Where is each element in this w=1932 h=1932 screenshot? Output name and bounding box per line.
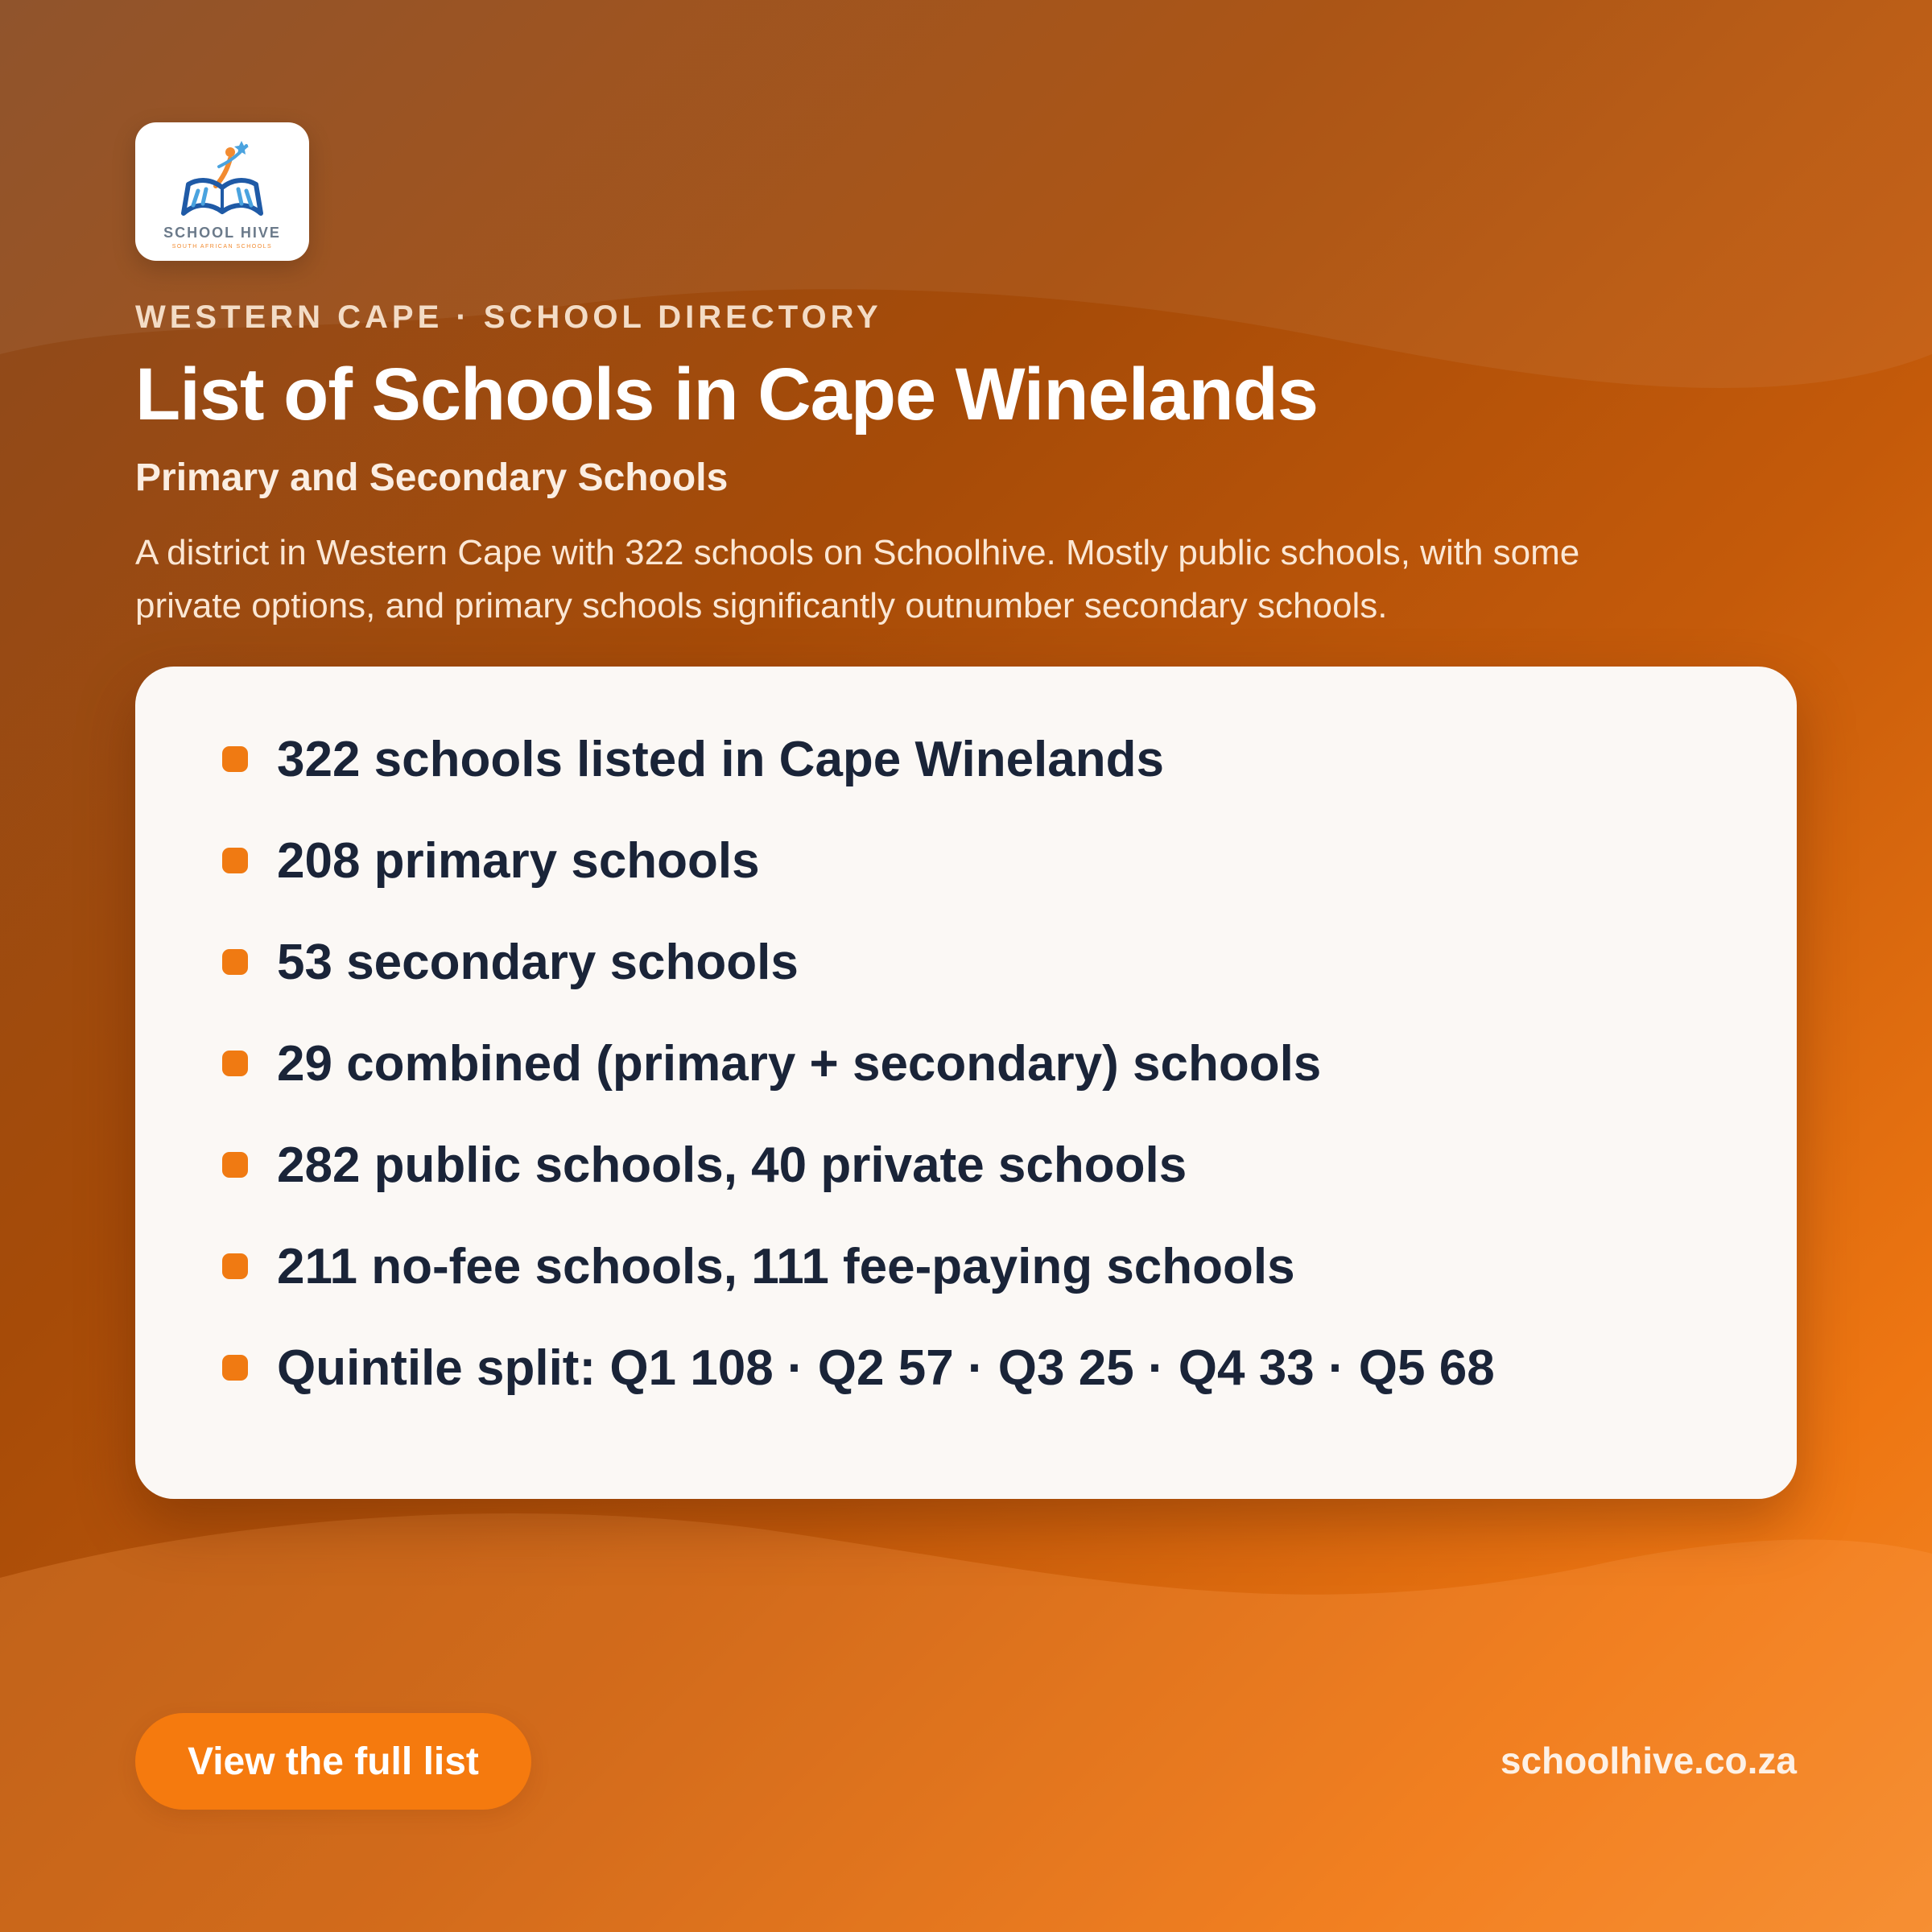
- list-item: [222, 1013, 1748, 1114]
- bullet-icon: [222, 848, 248, 873]
- list-item: [222, 810, 1748, 911]
- fact-text: Quintile split: Q1 108 · Q2 57 · Q3 25 · Q4 33 · Q5 68: [277, 1340, 1495, 1396]
- fact-text: 211 no-fee schools, 111 fee-paying schools: [277, 1238, 1295, 1294]
- fact-text: 208 primary schools: [277, 832, 760, 889]
- page-title: List of Schools in Cape Winelands: [135, 353, 1319, 436]
- fact-text: 282 public schools, 40 private schools: [277, 1137, 1187, 1193]
- list-item: [222, 1216, 1748, 1317]
- bullet-icon: [222, 1152, 248, 1178]
- site-url[interactable]: schoolhive.co.za: [1500, 1740, 1797, 1781]
- open-book-icon: [174, 134, 270, 223]
- list-item: [222, 911, 1748, 1013]
- list-item: [222, 708, 1748, 810]
- bullet-icon: [222, 1355, 248, 1381]
- logo-wordmark: SCHOOL HIVE: [163, 224, 281, 241]
- bullet-icon: [222, 1253, 248, 1279]
- page-description: A district in Western Cape with 322 schools on Schoolhive. Mostly public schools, with some private options, and primary schools significantly outnumber secondary schools.: [135, 533, 1580, 625]
- bullet-icon: [222, 949, 248, 975]
- page-subtitle: Primary and Secondary Schools: [135, 456, 729, 499]
- bullet-icon: [222, 1051, 248, 1076]
- list-item: [222, 1317, 1748, 1418]
- view-full-list-button[interactable]: View the full list: [135, 1713, 531, 1810]
- logo-tagline: SOUTH AFRICAN SCHOOLS: [171, 243, 273, 250]
- fact-text: 29 combined (primary + secondary) schools: [277, 1035, 1322, 1092]
- bullet-icon: [222, 746, 248, 772]
- fact-text: 322 schools listed in Cape Winelands: [277, 731, 1164, 787]
- fact-text: 53 secondary schools: [277, 934, 799, 990]
- facts-list: [222, 708, 1748, 1418]
- list-item: [222, 1114, 1748, 1216]
- school-hive-logo: [135, 122, 309, 261]
- eyebrow-label: WESTERN CAPE · SCHOOL DIRECTORY: [135, 299, 882, 335]
- facts-card: [135, 667, 1797, 1499]
